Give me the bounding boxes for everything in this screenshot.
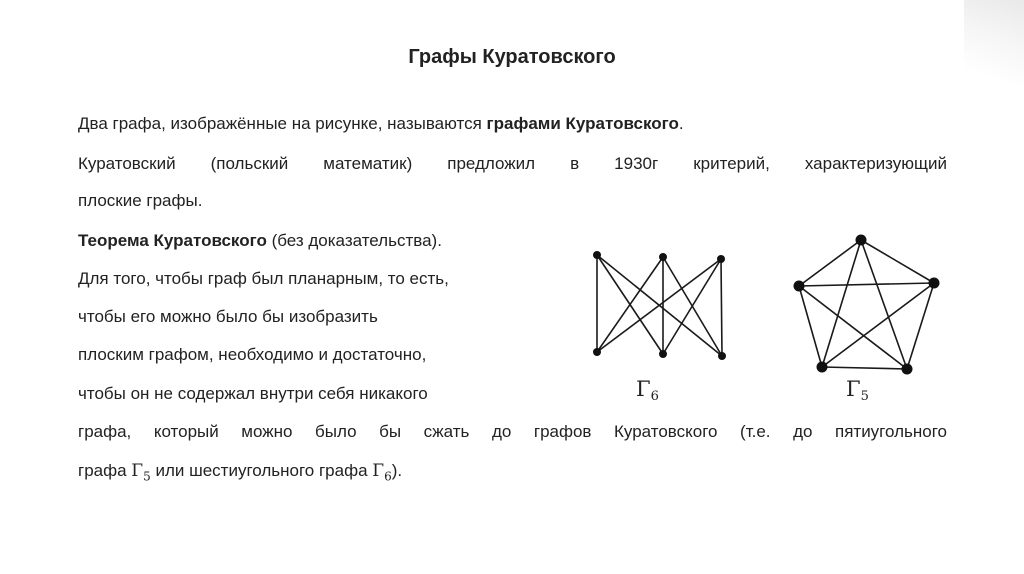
gamma6-symbol: $\Gamma_6$ [372,461,392,484]
g5-edge [822,283,934,367]
g5-edge [861,240,934,283]
g5-vertex [856,235,867,246]
g5-edge [822,367,907,369]
theorem-bold: Теорема Куратовского [78,231,267,250]
intro-text: Два графа, изображённые на рисунке, называются [78,114,487,133]
body-line-5: графа, который можно было бы сжать до графов Куратовского (т.е. до пятиугольного [78,422,947,441]
g5-edge [822,240,861,367]
label-gamma5: Γ5 [846,377,869,404]
g6-vertex [593,348,601,356]
g5-edge [799,283,934,286]
g6-edge [597,259,721,352]
body-line-3: плоским графом, необходимо и достаточно, [78,345,427,364]
g5-edge [907,283,934,369]
graph-gamma5 [799,240,934,369]
g5-edge [799,286,822,367]
g6-vertex [659,350,667,358]
body-line-4: чтобы он не содержал внутри себя никакого [78,384,428,403]
intro-end: . [678,114,684,133]
body-line-2: чтобы его можно было бы изобразить [78,307,378,326]
g6-vertex [659,253,667,261]
last-suffix: ). [391,461,403,480]
theorem-rest: (без доказательства). [266,231,442,250]
g6-vertex [718,352,726,360]
g5-vertex [902,364,913,375]
paragraph-kuratowski-line-1: Куратовский (польский математик) предложил в 1930г критерий, характеризующий [78,154,947,173]
paragraph-kuratowski-line-2: плоские графы. [78,191,203,210]
intro-bold-term: графами Куратовского [486,114,679,133]
g5-vertex [817,362,828,373]
g6-vertex [717,255,725,263]
page-title: Графы Куратовского [408,46,616,68]
g5-vertex [929,278,940,289]
graph-gamma6 [597,255,722,356]
g5-edge [799,286,907,369]
g5-vertex [794,281,805,292]
g5-edge [799,240,861,286]
g5-edge [861,240,907,369]
last-middle: или шестиугольного графа [150,461,373,480]
last-prefix: графа [78,461,132,480]
body-line-1: Для того, чтобы граф был планарным, то есть, [78,269,449,288]
g6-edge [721,259,722,356]
label-gamma6: Γ6 [636,377,659,404]
g6-vertex [593,251,601,259]
gamma5-symbol: $\Gamma_5$ [131,461,151,484]
